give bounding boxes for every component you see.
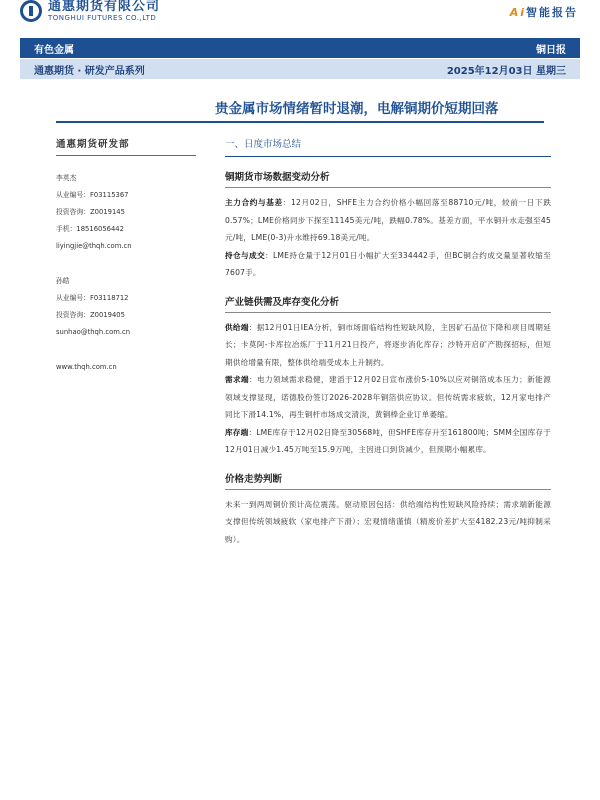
author-name: 李英杰 <box>56 174 77 182</box>
ai-report-brand <box>510 4 578 20</box>
author-email: liyingjie@thqh.com.cn <box>56 242 132 250</box>
paragraph <box>225 424 551 459</box>
block-title: 铜期货市场数据变动分析 <box>225 172 330 183</box>
block-divider <box>225 187 551 188</box>
block-title: 价格走势判断 <box>225 473 283 485</box>
para-text: ：据12月01日IEA分析，铜市场面临结构性短缺风险，主因矿石品位下降和项目周期延长；卡莫阿-卡库拉冶炼厂于11月21日投产，将逐步消化库存；沙特开启矿产勘探招标，但短期供给增量有限，整体供给端受成本上升制约。 <box>225 322 551 367</box>
content-block <box>225 294 551 459</box>
category-bar <box>20 38 580 58</box>
block-divider <box>225 489 551 490</box>
paragraph <box>225 319 551 372</box>
para-label: 主力合约与基差 <box>225 198 283 207</box>
website-link[interactable]: www.thqh.com.cn <box>56 363 117 371</box>
para-text: ：LME持仓量于12月01日小幅扩大至334442手，但BC铜合约成交量显著收缩至7607手。 <box>225 250 551 277</box>
logo-mark-icon <box>20 0 42 22</box>
series-left: 通惠期货 · 研发产品系列 <box>34 65 145 77</box>
series-bar <box>20 59 580 79</box>
report-title: 贵金属市场情绪暂时退潮，电解铜期价短期回落 <box>215 101 499 117</box>
block-divider <box>225 312 551 313</box>
author-name: 孙皓 <box>56 277 70 285</box>
para-label: 持仓与成交 <box>225 250 265 260</box>
logo-en-text: TONGHUI FUTURES CO.,LTD <box>48 14 157 22</box>
sidebar-authors <box>56 136 206 376</box>
section-heading: 一、日度市场总结 <box>225 139 302 150</box>
logo-cn-text: 通惠期货有限公司 <box>48 0 161 14</box>
title-divider <box>56 121 544 123</box>
category-right: 铜日报 <box>536 44 566 56</box>
brand-text: 智能报告 <box>526 6 578 19</box>
para-text: ：LME库存于12月02日降至30568吨，但SHFE库存升至161800吨；SMM全国库存于12月01日减少1.45万吨至15.9万吨，主因进口到货减少，但预期小幅累库。 <box>225 427 551 454</box>
para-label: 需求端 <box>225 375 249 384</box>
para-text: 未来一到两周铜价预计高位震荡。驱动原因包括：供给端结构性短缺风险持续；需求端新能源支撑但传统领域疲软（家电排产下滑）；宏观情绪谨慎（精废价差扩大至4182.23元/吨抑制采购）。 <box>225 499 551 544</box>
category-left: 有色金属 <box>34 44 74 56</box>
author-license: 从业编号：F03118712 <box>56 294 129 302</box>
main-content <box>225 136 551 560</box>
sidebar-divider <box>56 155 196 156</box>
report-date: 2025年12月03日 星期三 <box>446 65 566 77</box>
author-advisory: 投资咨询：Z0019405 <box>56 311 125 319</box>
para-label: 供给端 <box>225 322 249 332</box>
paragraph <box>225 371 551 424</box>
author-phone: 手机：18516056442 <box>56 225 124 233</box>
sidebar-heading: 通惠期货研发部 <box>56 139 130 150</box>
paragraph <box>225 247 551 282</box>
content-block <box>225 471 551 549</box>
paragraph <box>225 496 551 549</box>
company-logo <box>20 0 160 22</box>
author-advisory: 投资咨询：Z0019145 <box>56 208 125 216</box>
paragraph <box>225 194 551 247</box>
author-email: sunhao@thqh.com.cn <box>56 328 131 336</box>
para-label: 库存端 <box>225 427 249 437</box>
author-license: 从业编号：F03115367 <box>56 191 129 199</box>
brand-ai: Ai <box>509 6 526 19</box>
section-divider <box>225 156 551 157</box>
block-title: 产业链供需及库存变化分析 <box>225 296 340 308</box>
content-block <box>225 169 551 282</box>
para-text: ：12月02日，SHFE主力合约价格小幅回落至88710元/吨，较前一日下跌0.57%；LME价格同步下探至11145美元/吨，跌幅0.78%。基差方面，平水铜升水走强至45元/吨，LME(0-3)升水维持69.18美元/吨。 <box>225 198 551 242</box>
para-text: ：电力领域需求稳健，建滔于12月02日宣布涨价5-10%以应对铜箔成本压力；新能源领域支撑显现，诺德股份签订2026-2028年铜箔供应协议。但传统需求疲软，12月家电排产同比下滑14.1%，再生铜杆市场成交清淡，黄铜棒企业订单萎缩。 <box>225 375 551 419</box>
